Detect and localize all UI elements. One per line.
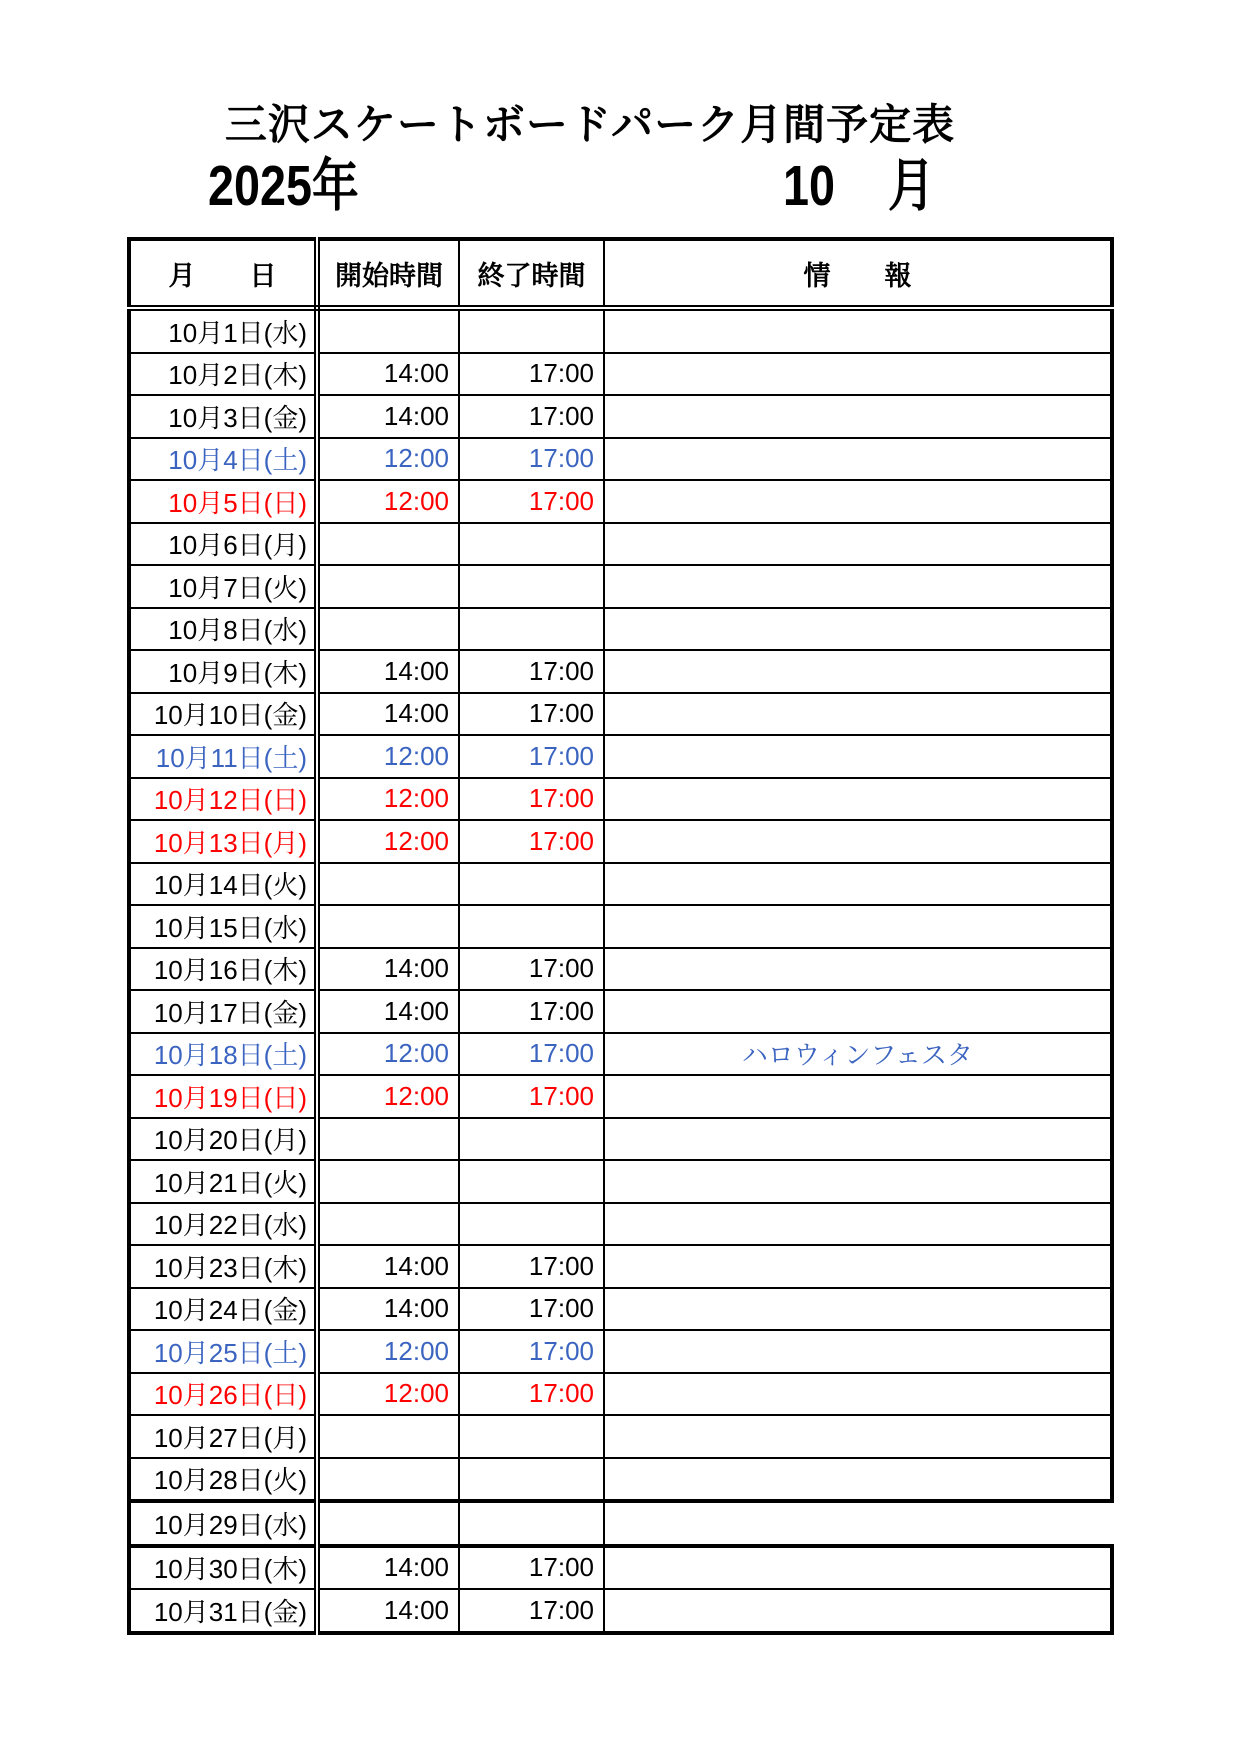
header-start-time: 開始時間 — [317, 239, 459, 308]
end-time-cell — [459, 523, 604, 566]
date-cell: 10月25日(土) — [129, 1330, 317, 1373]
date-cell: 10月1日(水) — [129, 308, 317, 353]
start-time-cell — [317, 608, 459, 651]
info-cell — [604, 863, 1112, 906]
table-row — [129, 650, 1112, 693]
end-time-cell: 17:00 — [459, 948, 604, 991]
info-cell — [604, 438, 1112, 481]
info-cell — [604, 565, 1112, 608]
date-cell: 10月28日(火) — [129, 1458, 317, 1502]
date-cell: 10月11日(土) — [129, 735, 317, 778]
info-cell — [604, 693, 1112, 736]
date-cell: 10月26日(日) — [129, 1373, 317, 1416]
end-time-cell — [459, 608, 604, 651]
start-time-cell: 12:00 — [317, 1330, 459, 1373]
end-time-cell: 17:00 — [459, 353, 604, 396]
start-time-cell: 12:00 — [317, 438, 459, 481]
date-cell: 10月4日(土) — [129, 438, 317, 481]
end-time-cell — [459, 1458, 604, 1502]
schedule-body — [129, 308, 1112, 1633]
table-row — [129, 905, 1112, 948]
table-row — [129, 1203, 1112, 1246]
info-cell — [604, 1546, 1112, 1590]
date-cell: 10月27日(月) — [129, 1415, 317, 1458]
info-cell — [604, 1245, 1112, 1288]
start-time-cell: 12:00 — [317, 735, 459, 778]
date-cell: 10月7日(火) — [129, 565, 317, 608]
date-cell: 10月19日(日) — [129, 1075, 317, 1118]
header-end-time: 終了時間 — [459, 239, 604, 308]
info-cell — [604, 608, 1112, 651]
table-row — [129, 1546, 1112, 1590]
end-time-cell: 17:00 — [459, 820, 604, 863]
start-time-cell — [317, 308, 459, 353]
info-cell — [604, 480, 1112, 523]
info-cell — [604, 1288, 1112, 1331]
start-time-cell: 14:00 — [317, 1245, 459, 1288]
date-cell: 10月12日(日) — [129, 778, 317, 821]
start-time-cell — [317, 565, 459, 608]
table-row — [129, 948, 1112, 991]
table-row — [129, 778, 1112, 821]
info-cell: ハロウィンフェスタ — [604, 1033, 1112, 1076]
start-time-cell: 14:00 — [317, 395, 459, 438]
header-date: 月 日 — [129, 239, 317, 308]
table-row — [129, 990, 1112, 1033]
table-row — [129, 1160, 1112, 1203]
table-row — [129, 1589, 1112, 1633]
start-time-cell: 12:00 — [317, 1373, 459, 1416]
info-cell — [604, 1075, 1112, 1118]
start-time-cell: 12:00 — [317, 778, 459, 821]
start-time-cell: 14:00 — [317, 353, 459, 396]
start-time-cell: 12:00 — [317, 1033, 459, 1076]
info-cell — [604, 650, 1112, 693]
table-row — [129, 523, 1112, 566]
info-cell — [604, 1203, 1112, 1246]
date-cell: 10月23日(木) — [129, 1245, 317, 1288]
date-cell: 10月9日(木) — [129, 650, 317, 693]
info-cell — [604, 1160, 1112, 1203]
end-time-cell — [459, 1118, 604, 1161]
start-time-cell — [317, 1501, 459, 1546]
table-row — [129, 1288, 1112, 1331]
date-cell: 10月21日(火) — [129, 1160, 317, 1203]
start-time-cell: 14:00 — [317, 1288, 459, 1331]
info-cell — [604, 395, 1112, 438]
header-info: 情 報 — [604, 239, 1112, 308]
info-cell — [604, 1415, 1112, 1458]
date-cell: 10月22日(水) — [129, 1203, 317, 1246]
info-cell — [604, 308, 1112, 353]
info-cell — [604, 1589, 1112, 1633]
start-time-cell: 14:00 — [317, 990, 459, 1033]
header-row — [129, 239, 1112, 308]
table-row — [129, 565, 1112, 608]
info-cell — [604, 735, 1112, 778]
info-cell — [604, 820, 1112, 863]
end-time-cell: 17:00 — [459, 1288, 604, 1331]
table-row — [129, 1458, 1112, 1502]
date-cell: 10月30日(木) — [129, 1546, 317, 1590]
end-time-cell: 17:00 — [459, 1330, 604, 1373]
date-cell: 10月2日(木) — [129, 353, 317, 396]
start-time-cell — [317, 905, 459, 948]
month-number: 10 — [783, 154, 835, 218]
start-time-cell — [317, 1415, 459, 1458]
end-time-cell: 17:00 — [459, 735, 604, 778]
start-time-cell: 12:00 — [317, 1075, 459, 1118]
date-cell: 10月8日(水) — [129, 608, 317, 651]
end-time-cell: 17:00 — [459, 693, 604, 736]
schedule-header — [129, 239, 1112, 308]
date-cell: 10月5日(日) — [129, 480, 317, 523]
info-cell — [604, 353, 1112, 396]
end-time-cell: 17:00 — [459, 650, 604, 693]
start-time-cell: 14:00 — [317, 650, 459, 693]
end-time-cell: 17:00 — [459, 990, 604, 1033]
table-row — [129, 863, 1112, 906]
end-time-cell — [459, 1501, 604, 1546]
info-cell — [604, 1330, 1112, 1373]
page-title: 三沢スケートボードパーク月間予定表 — [224, 100, 956, 149]
end-time-cell — [459, 1415, 604, 1458]
date-cell: 10月24日(金) — [129, 1288, 317, 1331]
end-time-cell — [459, 565, 604, 608]
date-cell: 10月16日(木) — [129, 948, 317, 991]
info-cell — [604, 905, 1112, 948]
end-time-cell: 17:00 — [459, 1075, 604, 1118]
end-time-cell — [459, 863, 604, 906]
table-row — [129, 1033, 1112, 1076]
end-time-cell: 17:00 — [459, 1589, 604, 1633]
info-cell — [604, 523, 1112, 566]
year-month-line — [0, 155, 1240, 225]
date-cell: 10月20日(月) — [129, 1118, 317, 1161]
table-row — [129, 480, 1112, 523]
end-time-cell: 17:00 — [459, 395, 604, 438]
start-time-cell — [317, 523, 459, 566]
start-time-cell: 14:00 — [317, 948, 459, 991]
end-time-cell: 17:00 — [459, 1245, 604, 1288]
start-time-cell: 14:00 — [317, 1546, 459, 1590]
start-time-cell: 12:00 — [317, 820, 459, 863]
table-row — [129, 353, 1112, 396]
end-time-cell: 17:00 — [459, 1546, 604, 1590]
end-time-cell: 17:00 — [459, 480, 604, 523]
table-row — [129, 1373, 1112, 1416]
date-cell: 10月13日(月) — [129, 820, 317, 863]
table-row — [129, 608, 1112, 651]
end-time-cell: 17:00 — [459, 1033, 604, 1076]
start-time-cell — [317, 863, 459, 906]
date-cell: 10月15日(水) — [129, 905, 317, 948]
info-cell — [604, 990, 1112, 1033]
end-time-cell — [459, 1160, 604, 1203]
date-cell: 10月6日(月) — [129, 523, 317, 566]
end-time-cell: 17:00 — [459, 438, 604, 481]
start-time-cell: 12:00 — [317, 480, 459, 523]
table-row — [129, 1075, 1112, 1118]
date-cell: 10月10日(金) — [129, 693, 317, 736]
info-cell — [604, 1501, 1112, 1546]
start-time-cell — [317, 1203, 459, 1246]
end-time-cell — [459, 1203, 604, 1246]
start-time-cell: 14:00 — [317, 1589, 459, 1633]
info-cell — [604, 948, 1112, 991]
date-cell: 10月31日(金) — [129, 1589, 317, 1633]
schedule-table — [127, 237, 1114, 1635]
table-row — [129, 395, 1112, 438]
table-row — [129, 438, 1112, 481]
date-cell: 10月18日(土) — [129, 1033, 317, 1076]
info-cell — [604, 1373, 1112, 1416]
table-row — [129, 308, 1112, 353]
table-row — [129, 1330, 1112, 1373]
date-cell: 10月3日(金) — [129, 395, 317, 438]
table-row — [129, 693, 1112, 736]
info-cell — [604, 1118, 1112, 1161]
start-time-cell — [317, 1160, 459, 1203]
table-row — [129, 735, 1112, 778]
info-cell — [604, 778, 1112, 821]
start-time-cell — [317, 1118, 459, 1161]
year-label: 2025年 — [208, 154, 359, 218]
date-cell: 10月14日(火) — [129, 863, 317, 906]
table-row — [129, 820, 1112, 863]
table-row — [129, 1415, 1112, 1458]
start-time-cell — [317, 1458, 459, 1502]
date-cell: 10月29日(水) — [129, 1501, 317, 1546]
end-time-cell: 17:00 — [459, 1373, 604, 1416]
table-row — [129, 1245, 1112, 1288]
month-label: 月 — [888, 154, 935, 218]
end-time-cell: 17:00 — [459, 778, 604, 821]
end-time-cell — [459, 905, 604, 948]
date-cell: 10月17日(金) — [129, 990, 317, 1033]
table-row — [129, 1118, 1112, 1161]
start-time-cell: 14:00 — [317, 693, 459, 736]
end-time-cell — [459, 308, 604, 353]
table-row — [129, 1501, 1112, 1546]
info-cell — [604, 1458, 1112, 1502]
